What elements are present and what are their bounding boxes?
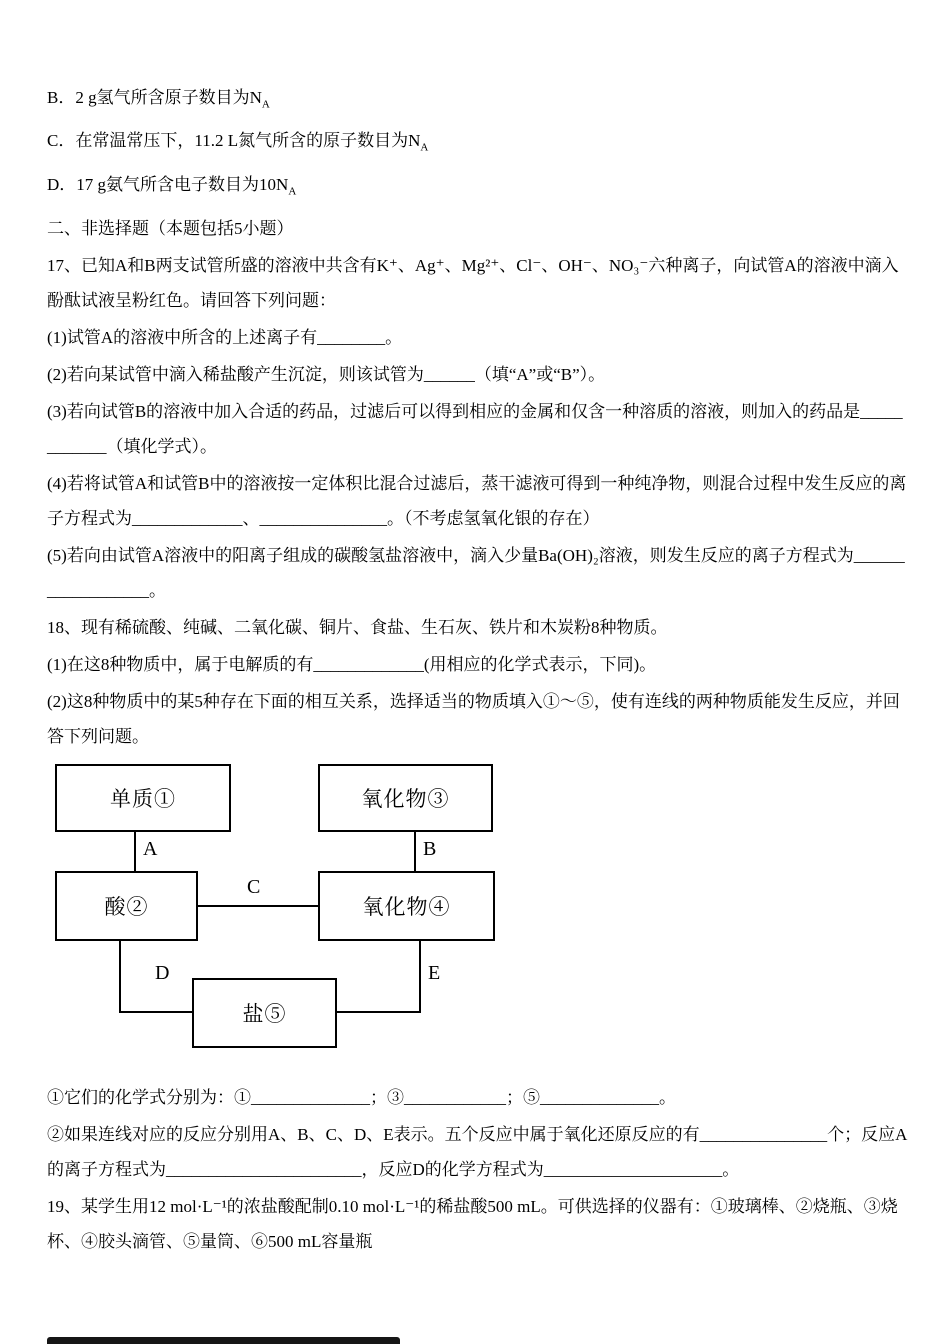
box-acid-2 — [55, 871, 198, 941]
option-d — [47, 173, 908, 203]
q17-part-5: (5)若向由试管A溶液中的阳离子组成的碳酸氢盐溶液中，滴入少量Ba(OH)₂溶液，则发生反应的离子方程式为__________________。 — [47, 546, 905, 601]
option-c — [47, 129, 908, 159]
box-oxide-3 — [318, 764, 493, 832]
option-d-subscript: A — [288, 185, 297, 198]
connector-label-c: C — [247, 876, 261, 899]
connector-label-d: D — [155, 962, 170, 985]
q18-sub-2: ②如果连线对应的反应分别用A、B、C、D、E表示。五个反应中属于氧化还原反应的有_______________个；反应A的离子方程式为_______________________，反应D的化学方程式为_____________________。 — [47, 1125, 908, 1180]
box-oxide-4-label: 氧化物④ — [362, 895, 451, 920]
q18-sub-1: ①它们的化学式分别为：①______________；③____________；⑤______________。 — [47, 1088, 676, 1108]
q17-part-2: (2)若向某试管中滴入稀盐酸产生沉淀，则该试管为______（填“A”或“B”）。 — [47, 365, 606, 385]
relationship-diagram — [47, 764, 908, 1056]
q17-intro: 17、已知A和B两支试管所盛的溶液中共含有K⁺、Ag⁺、Mg²⁺、Cl⁻、OH⁻、NO₃⁻六种离子，向试管A的溶液中滴入酚酞试液呈粉红色。请回答下列问题： — [47, 256, 899, 311]
box-oxide-3-label: 氧化物③ — [361, 787, 450, 812]
connector-line-e — [337, 941, 420, 1012]
option-b-subscript: A — [261, 98, 270, 111]
connector-label-a: A — [143, 838, 158, 861]
q17-part-1: (1)试管A的溶液中所含的上述离子有________。 — [47, 328, 403, 348]
box-salt-5-label: 盐⑤ — [242, 1002, 287, 1027]
q19-intro: 19、某学生用12 mol·L⁻¹的浓盐酸配制0.10 mol·L⁻¹的稀盐酸500 mL。可供选择的仪器有：①玻璃棒、②烧瓶、③烧杯、④胶头滴管、⑤量筒、⑥500 mL容量瓶 — [47, 1197, 898, 1252]
q18-intro: 18、现有稀硫酸、纯碱、二氧化碳、铜片、食盐、生石灰、铁片和木炭粉8种物质。 — [47, 618, 668, 638]
option-b — [47, 86, 908, 116]
section2-header: 二、非选择题（本题包括5小题） — [47, 219, 294, 239]
option-c-text: C．在常温常压下，11.2 L氮气所含的原子数目为N — [47, 131, 421, 151]
q18-part-2: (2)这8种物质中的某5种存在下面的相互关系，选择适当的物质填入①～⑤，使有连线的两种物质能发生反应，并回答下列问题。 — [47, 692, 900, 747]
q17-part-4: (4)若将试管A和试管B中的溶液按一定体积比混合过滤后，蒸干滤液可得到一种纯净物，则混合过程中发生反应的离子方程式为_____________、_______________。（不考虑氢氧化银的存在） — [47, 474, 907, 529]
page-bottom-bar — [47, 1337, 400, 1344]
page-content — [47, 86, 908, 1261]
option-c-subscript: A — [420, 141, 429, 154]
option-b-text: B．2 g氢气所含原子数目为N — [47, 88, 262, 107]
box-salt-5 — [192, 978, 337, 1048]
option-d-text: D．17 g氨气所含电子数目为10N — [47, 174, 289, 194]
box-acid-2-label: 酸② — [104, 895, 149, 920]
box-element-1 — [55, 764, 231, 832]
q17-part-3: (3)若向试管B的溶液中加入合适的药品，过滤后可以得到相应的金属和仅含一种溶质的溶液，则加入的药品是____________（填化学式）。 — [47, 402, 903, 457]
connector-label-b: B — [423, 838, 437, 861]
box-oxide-4 — [318, 871, 495, 941]
connector-label-e: E — [428, 962, 441, 985]
q18-part-1: (1)在这8种物质中，属于电解质的有_____________(用相应的化学式表示，下同)。 — [47, 655, 657, 675]
box-element-1-label: 单质① — [110, 787, 176, 812]
